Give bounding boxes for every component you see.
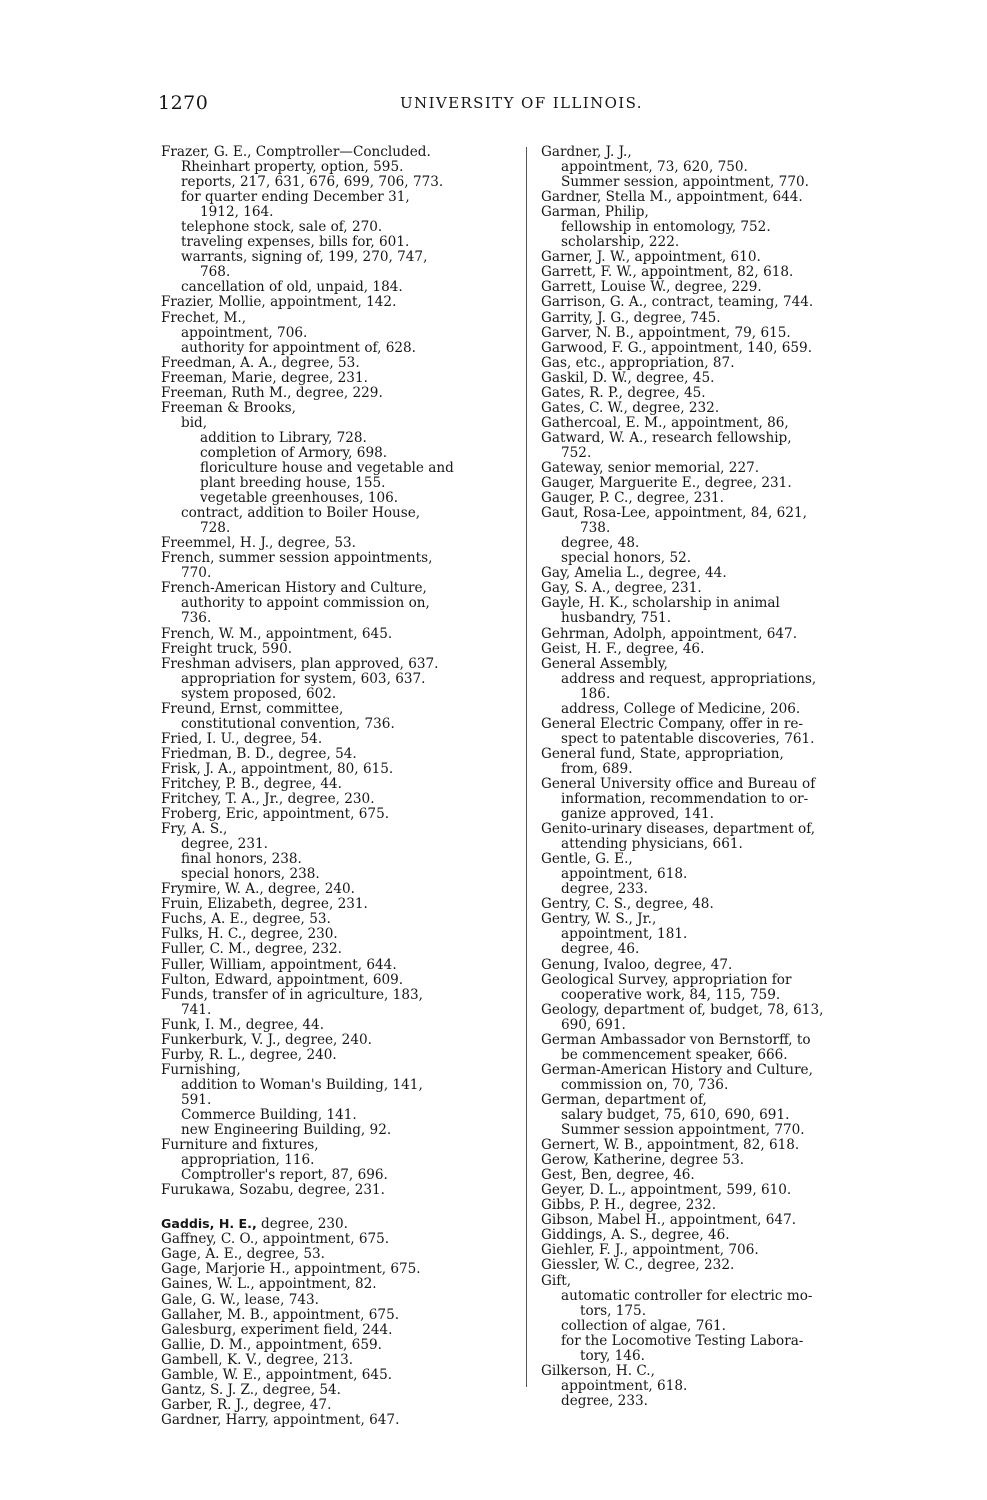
index-subentry: degree, 233. [561,881,648,898]
index-entry: French, W. M., appointment, 645. [161,625,393,642]
index-entry: Gates, R. P., degree, 45. [541,384,706,401]
index-entry: Friedman, B. D., degree, 54. [161,745,357,762]
index-entry: Giddings, A. S., degree, 46. [541,1227,730,1244]
index-entry: Gaskil, D. W., degree, 45. [541,369,715,386]
index-entry: Gardner, Harry, appointment, 647. [161,1411,400,1428]
index-entry: Fuller, William, appointment, 644. [161,956,397,973]
page-number: 1270 [158,92,209,114]
index-subentry: traveling expenses, bills for, 601. [181,234,410,251]
index-entry: Gaddis, H. E., degree, 230. [161,1216,349,1233]
index-subentry: collection of algae, 761. [561,1317,726,1334]
section-gap [161,1198,516,1216]
index-entry: Garver, N. B., appointment, 79, 615. [541,324,791,341]
index-subentry: commission on, 70, 736. [561,1076,729,1093]
index-entry: French-American History and Culture, [161,580,427,597]
index-subentry: Rheinhart property, option, 595. [181,159,404,176]
index-subentry: tory, 146. [580,1347,645,1364]
index-entry: Furniture and fixtures, [161,1137,319,1154]
index-entry: Genung, Ivaloo, degree, 47. [541,956,733,973]
index-entry: Gantz, S. J. Z., degree, 54. [161,1381,341,1398]
index-subentry: ganize approved, 141. [561,806,714,823]
index-entry: Gates, C. W., degree, 232. [541,399,720,416]
index-entry: Frazer, G. E., Comptroller—Concluded. [161,144,431,160]
index-subentry: appointment, 618. [561,866,688,883]
index-subentry: degree, 233. [561,1392,648,1409]
index-entry: Gardner, J. J., [541,144,632,160]
index-entry: Gerow, Katherine, degree 53. [541,1152,745,1169]
index-subentry: address, College of Medicine, 206. [561,700,801,717]
index-entry: Garner, J. W., appointment, 610. [541,249,761,266]
index-entry: Fried, I. U., degree, 54. [161,730,323,747]
index-subentry: plant breeding house, 155. [200,475,386,492]
index-entry: French, summer session appointments, [161,550,433,567]
index-entry: Freeman & Brooks, [161,399,296,416]
index-entry: Gatward, W. A., research fellowship, [541,429,792,446]
index-subentry: 752. [561,444,592,461]
index-subentry: cancellation of old, unpaid, 184. [181,279,403,296]
index-entry: Gibson, Mabel H., appointment, 647. [541,1212,797,1229]
index-subentry: 738. [580,520,611,537]
index-subentry: information, recommendation to or- [561,791,809,808]
index-subentry: degree, 48. [561,535,640,552]
index-subentry: telephone stock, sale of, 270. [181,219,383,236]
index-entry: Gaffney, C. O., appointment, 675. [161,1231,390,1248]
index-subentry: contract, addition to Boiler House, [181,505,421,522]
index-entry: Giessler, W. C., degree, 232. [541,1257,735,1274]
index-entry: General University office and Bureau of [541,775,816,792]
index-entry: Froberg, Eric, appointment, 675. [161,806,390,823]
index-subentry: addition to Library, 728. [200,429,367,446]
page-header [0,92,987,116]
index-subentry: addition to Woman's Building, 141, [181,1076,423,1093]
index-subentry: Comptroller's report, 87, 696. [181,1167,388,1184]
index-subentry: authority for appointment of, 628. [181,339,416,356]
index-entry: Freeman, Ruth M., degree, 229. [161,384,383,401]
index-entry: Garman, Philip, [541,204,649,221]
index-subentry: bid, [181,414,208,431]
index-subentry: fellowship in entomology, 752. [561,219,771,236]
index-entry: Gehrman, Adolph, appointment, 647. [541,625,798,642]
index-subentry: spect to patentable discoveries, 761. [561,730,815,747]
index-subentry: 768. [200,264,231,281]
running-head: UNIVERSITY OF ILLINOIS. [400,94,643,112]
index-subentry: appointment, 618. [561,1377,688,1394]
index-entry: Gamble, W. E., appointment, 645. [161,1366,393,1383]
index-entry: Gaut, Rosa-Lee, appointment, 84, 621, [541,505,807,522]
index-entry: Gentle, G. E., [541,851,633,868]
index-entry: Frisk, J. A., appointment, 80, 615. [161,760,394,777]
index-subentry: salary budget, 75, 610, 690, 691. [561,1107,790,1123]
index-entry: Gest, Ben, degree, 46. [541,1167,695,1184]
index-subentry: reports, 217, 631, 676, 699, 706, 773. [181,174,444,191]
index-subentry: special honors, 238. [181,866,320,883]
index-entry: Gernert, W. B., appointment, 82, 618. [541,1137,800,1154]
index-entry: Gardner, Stella M., appointment, 644. [541,189,803,206]
index-subentry: 591. [181,1091,212,1108]
index-subentry: completion of Armory, 698. [200,444,388,461]
index-entry: Garber, R. J., degree, 47. [161,1396,332,1413]
index-subentry: 1912, 164. [200,204,274,221]
index-entry: Gentry, C. S., degree, 48. [541,896,714,913]
index-entry: Gale, G. W., lease, 743. [161,1291,319,1308]
index-entry: General Electric Company, offer in re- [541,715,803,732]
index-entry: Geological Survey, appropriation for [541,971,792,988]
index-entry: Funk, I. M., degree, 44. [161,1016,325,1033]
index-subentry: 690, 691. [561,1016,626,1033]
index-column-left [161,145,516,1428]
index-entry: Furukawa, Sozabu, degree, 231. [161,1182,385,1199]
index-entry: Geology, department of, budget, 78, 613, [541,1001,824,1018]
index-entry: Garwood, F. G., appointment, 140, 659. [541,339,813,356]
index-subentry: scholarship, 222. [561,234,680,251]
index-entry: Garrett, Louise W., degree, 229. [541,279,762,296]
index-entry: Gambell, K. V., degree, 213. [161,1351,354,1368]
index-entry: Freemmel, H. J., degree, 53. [161,535,356,552]
index-subentry: floriculture house and vegetable and [200,459,454,476]
index-entry: Gay, S. A., degree, 231. [541,580,702,597]
index-entry: Genito-urinary diseases, department of, [541,821,816,838]
index-entry: Gas, etc., appropriation, 87. [541,354,735,371]
index-subentry: 736. [181,610,212,627]
index-subentry: 728. [200,520,231,537]
index-entry: Freshman advisers, plan approved, 637. [161,655,439,672]
index-entry: Garrison, G. A., contract, teaming, 744. [541,294,814,311]
index-entry: Gage, A. E., degree, 53. [161,1246,325,1263]
index-entry: Gathercoal, E. M., appointment, 86, [541,414,789,431]
index-entry: German Ambassador von Bernstorff, to [541,1031,811,1048]
index-subentry: from, 689. [561,760,633,777]
index-entry: General Assembly, [541,655,668,672]
index-subentry: vegetable greenhouses, 106. [200,490,399,507]
index-subentry: for the Locomotive Testing Labora- [561,1332,804,1349]
index-entry: Frazier, Mollie, appointment, 142. [161,294,397,311]
index-entry: Geyer, D. L., appointment, 599, 610. [541,1182,792,1199]
index-entry: Garrett, F. W., appointment, 82, 618. [541,264,794,281]
index-entry: Gage, Marjorie H., appointment, 675. [161,1261,421,1278]
index-entry: Garrity, J. G., degree, 745. [541,309,721,326]
index-subentry: cooperative work, 84, 115, 759. [561,986,781,1003]
index-subentry: be commencement speaker, 666. [561,1046,788,1063]
index-entry: Funkerburk, V. J., degree, 240. [161,1031,372,1048]
index-entry: German-American History and Culture, [541,1061,813,1078]
index-subentry: Summer session, appointment, 770. [561,174,809,191]
index-entry: Freeman, Marie, degree, 231. [161,369,368,386]
index-entry: Galesburg, experiment field, 244. [161,1321,393,1338]
index-entry: Gallaher, M. B., appointment, 675. [161,1306,400,1323]
index-entry: Furby, R. L., degree, 240. [161,1046,337,1063]
index-entry: Fulton, Edward, appointment, 609. [161,971,404,988]
index-subentry: appointment, 181. [561,926,688,943]
index-column-right [541,145,893,1409]
index-entry: Gilkerson, H. C., [541,1362,655,1379]
index-subentry: address and request, appropriations, [561,670,817,687]
index-subentry: degree, 231. [181,836,268,853]
index-entry: Gentry, W. S., Jr., [541,911,657,928]
index-subentry: constitutional convention, 736. [181,715,395,732]
index-subentry: appointment, 706. [181,324,308,341]
index-subentry: appointment, 73, 620, 750. [561,159,748,176]
index-entry: Fulks, H. C., degree, 230. [161,926,338,943]
index-subentry: husbandry, 751. [561,610,672,627]
index-subentry: 186. [580,685,611,702]
index-entry: Freund, Ernst, committee, [161,700,344,717]
index-subentry: attending physicians, 661. [561,836,743,853]
index-entry: Gauger, P. C., degree, 231. [541,490,724,507]
index-entry: Fritchey, T. A., Jr., degree, 230. [161,791,375,808]
index-entry: Gay, Amelia L., degree, 44. [541,565,727,582]
index-subentry: for quarter ending December 31, [181,189,410,206]
index-subentry: automatic controller for electric mo- [561,1287,813,1304]
index-entry: German, department of, [541,1091,707,1108]
index-entry: Gallie, D. M., appointment, 659. [161,1336,382,1353]
index-entry: Gateway, senior memorial, 227. [541,459,760,476]
index-entry: Funds, transfer of in agriculture, 183, [161,986,423,1003]
index-entry: Gayle, H. K., scholarship in animal [541,595,780,612]
index-subentry: 770. [181,565,212,582]
index-entry: Freedman, A. A., degree, 53. [161,354,360,371]
index-entry: Fry, A. S., [161,821,228,838]
index-subentry: Summer session appointment, 770. [561,1122,805,1139]
index-subentry: 741. [181,1001,212,1018]
index-entry: Frechet, M., [161,309,247,326]
index-subentry: system proposed, 602. [181,685,337,702]
index-entry: Freight truck, 590. [161,640,293,657]
index-entry: Gibbs, P. H., degree, 232. [541,1197,717,1214]
index-subentry: final honors, 238. [181,851,302,868]
index-subentry: new Engineering Building, 92. [181,1122,392,1139]
index-entry: Frymire, W. A., degree, 240. [161,881,355,898]
index-entry: Fuchs, A. E., degree, 53. [161,911,331,928]
index-subentry: special honors, 52. [561,550,692,567]
index-entry: Gaines, W. L., appointment, 82. [161,1276,377,1293]
index-subentry: Commerce Building, 141. [181,1107,357,1123]
index-entry: General fund, State, appropriation, [541,745,784,762]
index-entry: Fritchey, P. B., degree, 44. [161,775,342,792]
index-entry: Fuller, C. M., degree, 232. [161,941,342,958]
index-subentry: degree, 46. [561,941,640,958]
index-subentry: tors, 175. [580,1302,647,1319]
index-entry: Geist, H. F., degree, 46. [541,640,705,657]
index-subentry: warrants, signing of, 199, 270, 747, [181,249,428,266]
index-entry: Gauger, Marguerite E., degree, 231. [541,475,792,492]
column-divider [526,147,527,1387]
index-entry: Fruin, Elizabeth, degree, 231. [161,896,368,913]
index-subentry: appropriation, 116. [181,1152,315,1169]
index-subentry: authority to appoint commission on, [181,595,430,612]
index-subentry: appropriation for system, 603, 637. [181,670,426,687]
index-entry: Gift, [541,1272,572,1289]
index-entry: Giehler, F. J., appointment, 706. [541,1242,759,1259]
index-entry: Furnishing, [161,1061,241,1078]
